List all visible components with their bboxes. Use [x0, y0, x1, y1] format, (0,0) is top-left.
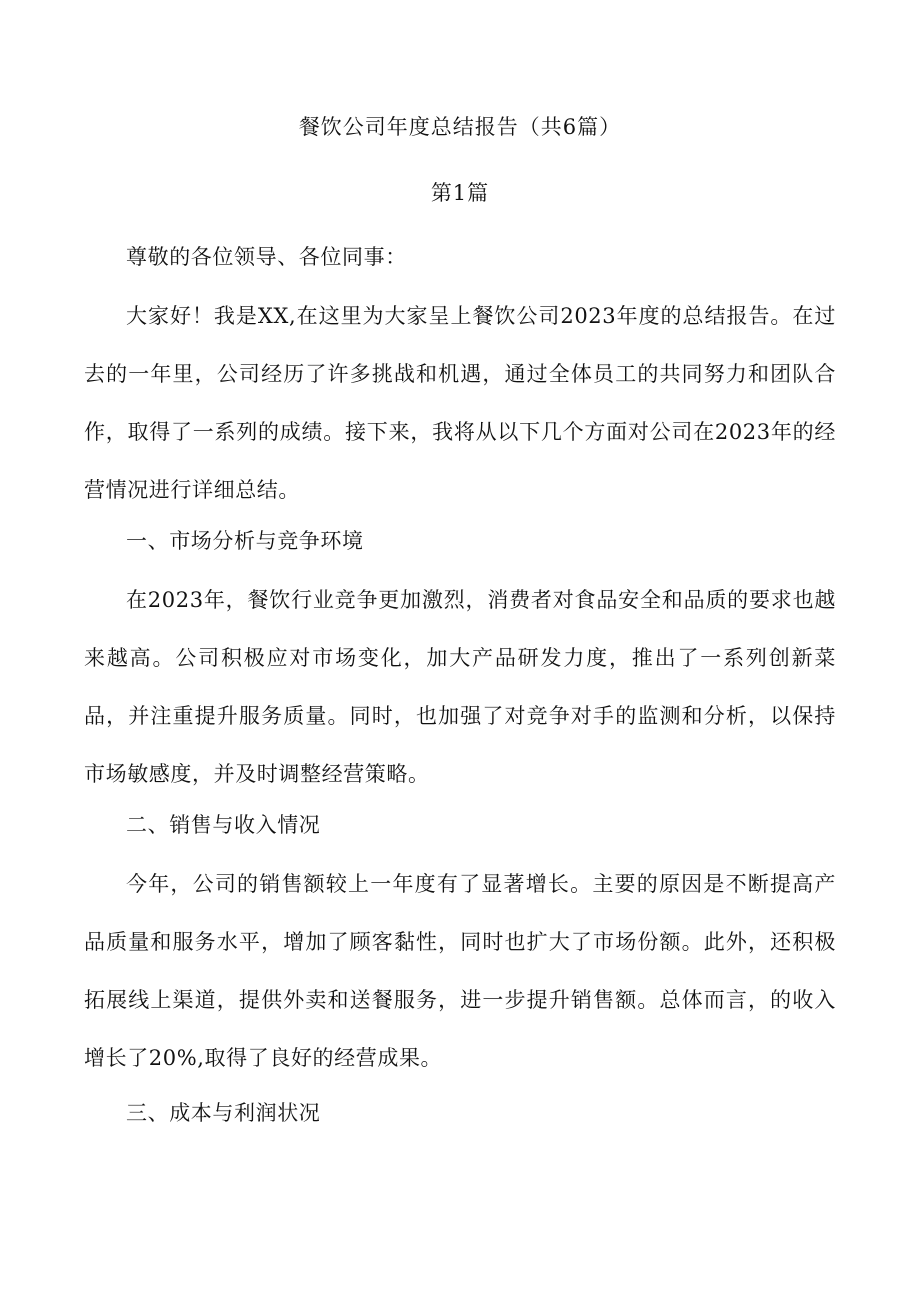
- paragraph-intro: 大家好！我是XX,在这里为大家呈上餐饮公司2023年度的总结报告。在过去的一年里，公司经历了许多挑战和机遇，通过全体员工的共同努力和团队合作，取得了一系列的成绩。接下来，我将从以下几个方面对公司在2023年的经营情况进行详细总结。: [84, 304, 836, 502]
- paragraph-market: 在2023年，餐饮行业竞争更加激烈，消费者对食品安全和品质的要求也越来越高。公司积极应对市场变化，加大产品研发力度，推出了一系列创新菜品，并注重提升服务质量。同时，也加强了对竞争对手的监测和分析，以保持市场敏感度，并及时调整经营策略。: [84, 588, 836, 786]
- section-heading-market: 一、市场分析与竞争环境: [126, 529, 364, 553]
- salutation: 尊敬的各位领导、各位同事：: [126, 245, 407, 269]
- chapter-title: 第1篇: [430, 181, 490, 205]
- section-heading-sales: 二、销售与收入情况: [126, 813, 321, 837]
- paragraph-sales: 今年，公司的销售额较上一年度有了显著增长。主要的原因是不断提高产品质量和服务水平，增加了顾客黏性，同时也扩大了市场份额。此外，还积极拓展线上渠道，提供外卖和送餐服务，进一步提升销售额。总体而言，的收入增长了20%,取得了良好的经营成果。: [84, 872, 836, 1070]
- document-title: 餐饮公司年度总结报告（共6篇）: [298, 115, 622, 139]
- section-heading-cost: 三、成本与利润状况: [126, 1101, 321, 1125]
